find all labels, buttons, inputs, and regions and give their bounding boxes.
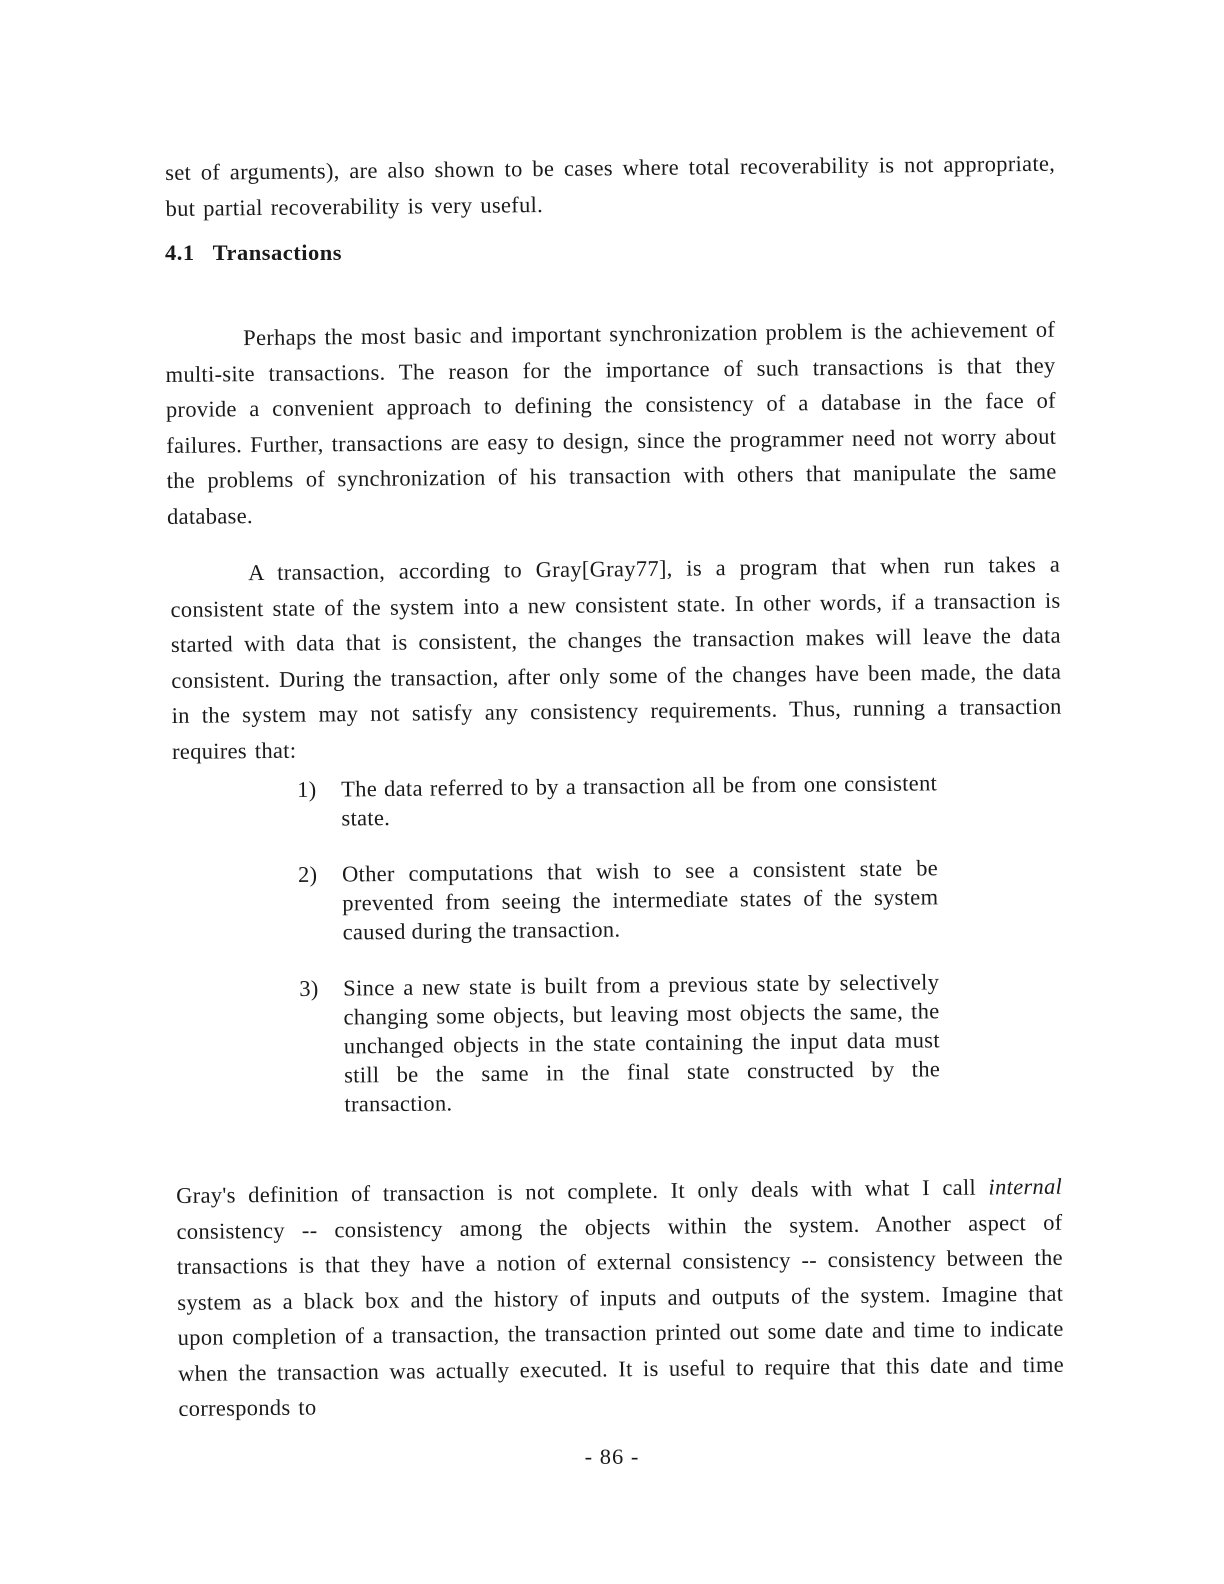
paragraph-3-rest: consistency -- consistency among the objects within the system. Another aspect of transactions is that they have a notion of external consistency -- consistency between the system as a black box and the history of inputs and outputs of the system. Imagine that upon completion of a transaction, the transaction printed out some date and time to indicate when the transaction was actually executed. It is useful to require that this date and time corresponds to: [176, 1208, 1065, 1421]
paragraph-3: [176, 1168, 1065, 1426]
list-item: [297, 768, 938, 833]
list-item-text: Since a new state is built from a previous state by selectively changing some objects, but leaving most objects the same, the unchanged objects in the state containing the input data must still be the same in the final state constructed by the transaction.: [343, 969, 941, 1117]
page-number: - 86 -: [584, 1444, 640, 1469]
paragraph-2-text: A transaction, according to Gray[Gray77], is a program that when run takes a consistent state of the system into a new consistent state. In other words, if a transaction is started with data that is consistent, the changes the transaction makes will leave the data consistent. During the transaction, after only some of the changes have been made, the data in the system may not satisfy any consistency requirements. Thus, running a transaction requires that:: [170, 551, 1062, 763]
list-item-text: Other computations that wish to see a consistent state be prevented from seeing the intermediate states of the system caused during the transaction.: [341, 855, 939, 945]
paragraph-1-text: Perhaps the most basic and important synchronization problem is the achievement of multi-site transactions. The reason for the importance of such transactions is that they provide a convenient approach to defining the consistency of a database in the face of failures. Further, transactions are easy to design, since the programmer need not worry about the problems of synchronization of his transaction with others that manipulate the same database.: [165, 316, 1057, 528]
carryover-paragraph: set of arguments), are also shown to be cases where total recoverability is not appropriate, but partial recoverability is very useful.: [165, 150, 1056, 220]
emphasized-term: internal: [988, 1173, 1063, 1199]
list-marker: 2): [297, 861, 318, 887]
paragraph-1: [165, 311, 1057, 533]
list-item: [298, 853, 939, 947]
paragraph-2: [170, 546, 1062, 768]
list-marker: 1): [297, 776, 317, 802]
section-title: Transactions: [212, 240, 342, 265]
list-item: [299, 967, 940, 1119]
list-marker: 3): [299, 975, 319, 1001]
paragraph-3-lead: Gray's definition of transaction is not complete. It only deals with what I call: [176, 1174, 977, 1208]
section-number: 4.1: [165, 240, 195, 265]
section-heading: [165, 240, 342, 266]
paragraph-indent: [170, 580, 248, 581]
requirements-list: [297, 768, 941, 1146]
list-item-text: The data referred to by a transaction all be from one consistent state.: [341, 770, 938, 831]
paragraph-indent: [165, 345, 243, 346]
